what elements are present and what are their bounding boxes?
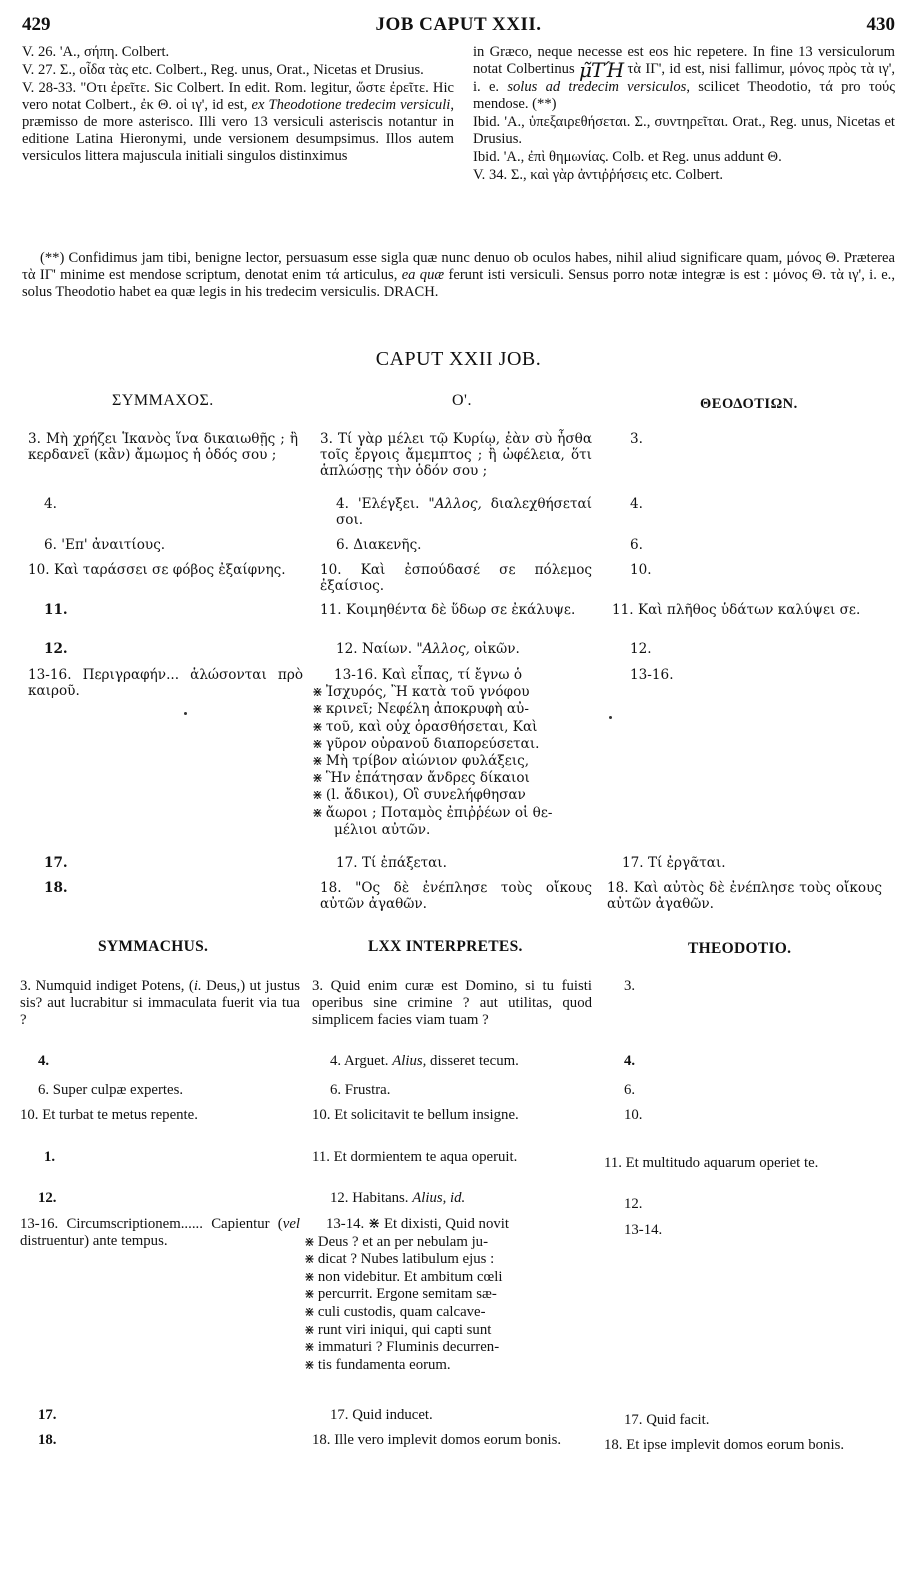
page-number-right: 430 <box>866 14 895 35</box>
lxx-line: τοῦ, καὶ οὐχ ὁρασθήσεται, Καὶ <box>325 718 538 735</box>
lxx-line: runt viri iniqui, qui capti sunt <box>317 1321 492 1338</box>
greek-theo-v10: 10. <box>630 562 652 578</box>
lxx-line: Ἰσχυρός, Ἢ κατὰ τοῦ γνόφου <box>325 684 530 701</box>
greek-theo-v6: 6. <box>630 537 643 553</box>
latin-lxx-v17: 17. Quid inducet. <box>330 1407 433 1423</box>
latin-sym-v17: 17. <box>38 1407 57 1423</box>
greek-sym-v4: 4. <box>44 496 57 512</box>
latin-theo-v6: 6. <box>624 1082 636 1098</box>
lxx-line: 13-16. Καὶ εἶπας, τί ἔγνω ὁ <box>334 667 523 683</box>
latin-lxx-v12: 12. Habitans. Alius, id. <box>330 1190 466 1206</box>
lxx-line: culi custodis, quam calcave- <box>317 1303 486 1320</box>
running-title: JOB CAPUT XXII. <box>375 14 542 35</box>
lxx-line: ἄωροι ; Ποταμὸς ἐπιῤῥέων οἱ θε- <box>325 804 553 821</box>
latin-sym-v3: 3. Numquid indiget Potens, (i. Deus,) ut justus sis? aut lucrabitur si immaculata fuerit via tua ? <box>20 978 301 1028</box>
greek-sym-v10: 10. Καὶ ταράσσει σε φόβος ἐξαίφνης. <box>28 562 286 578</box>
greek-lxx-v10: 10. Καὶ ἐσπούδασέ σε πόλεμος ἐξαίσιος. <box>320 562 592 594</box>
running-header <box>22 14 895 40</box>
latin-sym-v12: 12. <box>38 1190 57 1206</box>
greek-header-lxx: Ο'. <box>452 392 472 409</box>
greek-sym-v17: 17. <box>44 855 68 871</box>
asterisk-icon: ⋇ <box>304 1269 315 1285</box>
latin-theo-v18: 18. Et ipse implevit domos eorum bonis. <box>604 1437 845 1453</box>
asterisk-icon: ⋇ <box>304 1322 315 1338</box>
greek-theo-v3: 3. <box>630 431 643 447</box>
lxx-line: percurrit. Ergone semitam sæ- <box>317 1286 497 1303</box>
lxx-line: μέλιοι αὐτῶν. <box>334 821 431 838</box>
greek-theo-v12: 12. <box>630 641 652 657</box>
note-v26: V. 26. 'Α., σήπη. Colbert. <box>22 44 170 60</box>
latin-sym-v18: 18. <box>38 1432 57 1448</box>
lxx-line: dicat ? Nubes latibulum ejus : <box>317 1251 495 1268</box>
latin-theo-v10: 10. <box>624 1107 643 1123</box>
latin-lxx-v4: 4. Arguet. Alius, disseret tecum. <box>330 1053 519 1069</box>
notes-left-column <box>22 44 454 165</box>
latin-lxx-v3: 3. Quid enim curæ est Domino, si tu fuisti operibus sine crimine ? aut utilitas, quod simplicem facies viam tuam ? <box>312 978 592 1028</box>
greek-theo-v11: 11. Καὶ πλῆθος ὑδάτων καλύψει σε. <box>612 602 861 618</box>
greek-theo-v4: 4. <box>630 496 643 512</box>
note-ibid-1: Ibid. 'Α., ὑπεξαιρεθήσεται. Σ., συντηρεῖται. Orat., Reg. unus, Nicetas et Drusius. <box>473 114 895 147</box>
lxx-line: γῦρον οὐρανοῦ διαπορεύσεται. <box>325 735 540 752</box>
asterisk-icon: ⋇ <box>312 754 323 770</box>
lxx-line: Ἣν ἐπάτησαν ἄνδρες δίκαιοι <box>325 770 530 787</box>
lxx-line: 13-14. ⋇ Et dixisti, Quid novit <box>326 1216 509 1232</box>
asterisk-icon: ⋇ <box>312 771 323 787</box>
chapter-title: CAPUT XXII JOB. <box>375 348 542 370</box>
note-ibid-2: Ibid. 'Α., ἐπὶ θημωνίας. Colb. et Reg. unus addunt Θ. <box>473 149 782 165</box>
greek-theo-v13-16: 13-16. <box>630 667 674 683</box>
greek-lxx-v4: 4. 'Ελέγξει. "Αλλος, διαλεχθήσεταί σοι. <box>336 496 593 528</box>
greek-theo-v17: 17. Τί ἐργᾶται. <box>622 855 726 871</box>
latin-theo-v11: 11. Et multitudo aquarum operiet te. <box>604 1155 819 1171</box>
greek-header-theodotion: ΘΕΟΔΟΤΙΩΝ. <box>700 396 798 412</box>
latin-sym-v4: 4. <box>38 1053 50 1069</box>
asterisk-icon: ⋇ <box>312 702 323 718</box>
lxx-line: (l. ἄδικοι), Οἳ συνελήφθησαν <box>325 787 526 804</box>
latin-header-symmachus: SYMMACHUS. <box>98 938 209 955</box>
asterisk-icon: ⋇ <box>304 1234 315 1250</box>
asterisk-icon: ⋇ <box>304 1287 315 1303</box>
greek-theo-v18: 18. Καὶ αὐτὸς δὲ ἐνέπλησε τοὺς οἴκους αὐτῶν ἀγαθῶν. <box>607 880 882 912</box>
asterisk-icon: ⋇ <box>304 1340 315 1356</box>
latin-theo-v13-14: 13-14. <box>624 1222 663 1238</box>
greek-sym-v12: 12. <box>44 641 68 657</box>
latin-sym-v11: 1. <box>44 1149 56 1165</box>
page-number-left: 429 <box>22 14 51 35</box>
lxx-line: immaturi ? Fluminis decurren- <box>317 1339 500 1356</box>
note-v28: V. 28-33. "Οτι ἐρεῖτε. Sic Colbert. In edit. Rom. legitur, ὥστε ἐρεῖτε. Hic vero notat Colbert., ἐκ Θ. οἱ ιγ', id est, ex Theodotione tredecim versiculi, præmisso de more asterisco. Illi vero 13 versiculi asteriscis notantur in editione Latina Hieronymi, unde versionem desumpsimus. Illos autem versiculos littera majuscula initiali singulos distinximus <box>22 80 454 164</box>
latin-sym-v6: 6. Super culpæ expertes. <box>38 1082 184 1098</box>
note-v34: V. 34. Σ., καὶ γὰρ ἀντιῤῥήσεις etc. Colbert. <box>473 167 724 183</box>
siglum-mark: μ̃ΤΉ <box>579 58 624 82</box>
footnote-signature: DRACH. <box>383 284 439 300</box>
latin-theo-v12: 12. <box>624 1196 643 1212</box>
greek-lxx-v3: 3. Τί γὰρ μέλει τῷ Κυρίῳ, ἐὰν σὺ ἦσθα τοῖς ἔργοις ἄμεμπτος ; ἢ ὠφέλεια, ὅτι ἁπλώσῃς τὴν ὁδόν σου ; <box>320 431 592 479</box>
greek-sym-v6: 6. 'Επ' ἀναιτίους. <box>44 537 166 553</box>
asterisk-icon: ⋇ <box>312 788 323 804</box>
print-speck <box>184 712 187 715</box>
asterisk-icon: ⋇ <box>312 736 323 752</box>
greek-lxx-v13-16 <box>312 667 594 839</box>
asterisk-icon: ⋇ <box>312 685 323 701</box>
greek-lxx-v18: 18. "Ος δὲ ἐνέπλησε τοὺς οἴκους αὐτῶν ἀγαθῶν. <box>320 880 592 912</box>
print-speck <box>609 716 612 719</box>
latin-header-theodotion: THEODOTIO. <box>688 940 792 957</box>
latin-sym-v10: 10. Et turbat te metus repente. <box>20 1107 198 1123</box>
greek-lxx-v12: 12. Ναίων. "Αλλος, οἰκῶν. <box>336 641 520 657</box>
latin-theo-v3: 3. <box>624 978 636 994</box>
critical-notes <box>22 44 895 244</box>
asterisk-icon: ⋇ <box>304 1304 315 1320</box>
greek-sym-v11: 11. <box>44 602 68 618</box>
latin-theo-v4: 4. <box>624 1053 636 1069</box>
latin-lxx-v13-14 <box>304 1216 594 1374</box>
latin-sym-v13-16: 13-16. Circumscriptionem...... Capientur (vel distruentur) ante tempus. <box>20 1216 300 1249</box>
latin-theo-v17: 17. Quid facit. <box>624 1412 710 1428</box>
asterisk-icon: ⋇ <box>304 1252 315 1268</box>
footnote: (**) Confidimus jam tibi, benigne lector, persuasum esse sigla quæ nunc denuo ob oculos habes, nihil aliud significare quam, μόνος Θ. Præterea τὰ ΙΓ' minime est mendose scriptum, denotat enim τά articulus, ea quæ ferunt isti versiculi. Sensus porro notæ integræ is est : μόνος Θ. τὰ ιγ', i. e., solus Theodotio habet ea quæ legis in his tredecim versiculis. DRACH. <box>22 250 895 300</box>
greek-lxx-v11: 11. Κοιμηθέντα δὲ ὕδωρ σε ἐκάλυψε. <box>320 602 576 618</box>
note-continued: in Græco, neque necesse est eos hic repetere. In fine 13 versiculorum notat Colbertinus μ̃ΤΉ τὰ ΙΓ', id est, nisi fallimur, μόνος πρὸς τὰ ιγ', i. e. solus ad tredecim versiculos, scilicet Theodotio, τά pro τούς mendose. (**) <box>473 44 896 112</box>
greek-sym-v13: 13-16. Περιγραφήν... ἁλώσονται πρὸ καιροῦ. <box>28 667 303 699</box>
greek-header-symmachus: ΣΥΜΜΑΧΟΣ. <box>112 392 214 409</box>
lxx-line: non videbitur. Et ambitum cœli <box>317 1268 503 1285</box>
asterisk-icon: ⋇ <box>304 1357 315 1373</box>
greek-sym-v18: 18. <box>44 880 68 896</box>
latin-lxx-v18: 18. Ille vero implevit domos eorum bonis. <box>312 1432 562 1448</box>
latin-lxx-v6: 6. Frustra. <box>330 1082 391 1098</box>
lxx-line: Μὴ τρίβον αἰώνιον φυλάξεις, <box>325 753 530 770</box>
lxx-line: κρινεῖ; Νεφέλη ἀποκρυφὴ αὐ- <box>325 701 529 718</box>
latin-header-lxx: LXX INTERPRETES. <box>368 938 523 955</box>
asterisk-icon: ⋇ <box>312 719 323 735</box>
note-v27: V. 27. Σ., οἶδα τὰς etc. Colbert., Reg. unus, Orat., Nicetas et Drusius. <box>22 62 424 78</box>
greek-sym-v3: 3. Μὴ χρήζει Ἱκανὸς ἵνα δικαιωθῇς ; ἢ κερδανεῖ (κἂν) ἄμωμος ἡ ὁδός σου ; <box>28 431 298 463</box>
greek-lxx-v6: 6. Διακενῆς. <box>336 537 422 553</box>
asterisk-icon: ⋇ <box>312 805 323 821</box>
lxx-line: Deus ? et an per nebulam ju- <box>317 1233 489 1250</box>
latin-lxx-v11: 11. Et dormientem te aqua operuit. <box>312 1149 518 1165</box>
greek-lxx-v17: 17. Τί ἐπάξεται. <box>336 855 447 871</box>
lxx-line: tis fundamenta eorum. <box>317 1356 451 1373</box>
notes-right-column <box>473 44 895 184</box>
latin-lxx-v10: 10. Et solicitavit te bellum insigne. <box>312 1107 519 1123</box>
